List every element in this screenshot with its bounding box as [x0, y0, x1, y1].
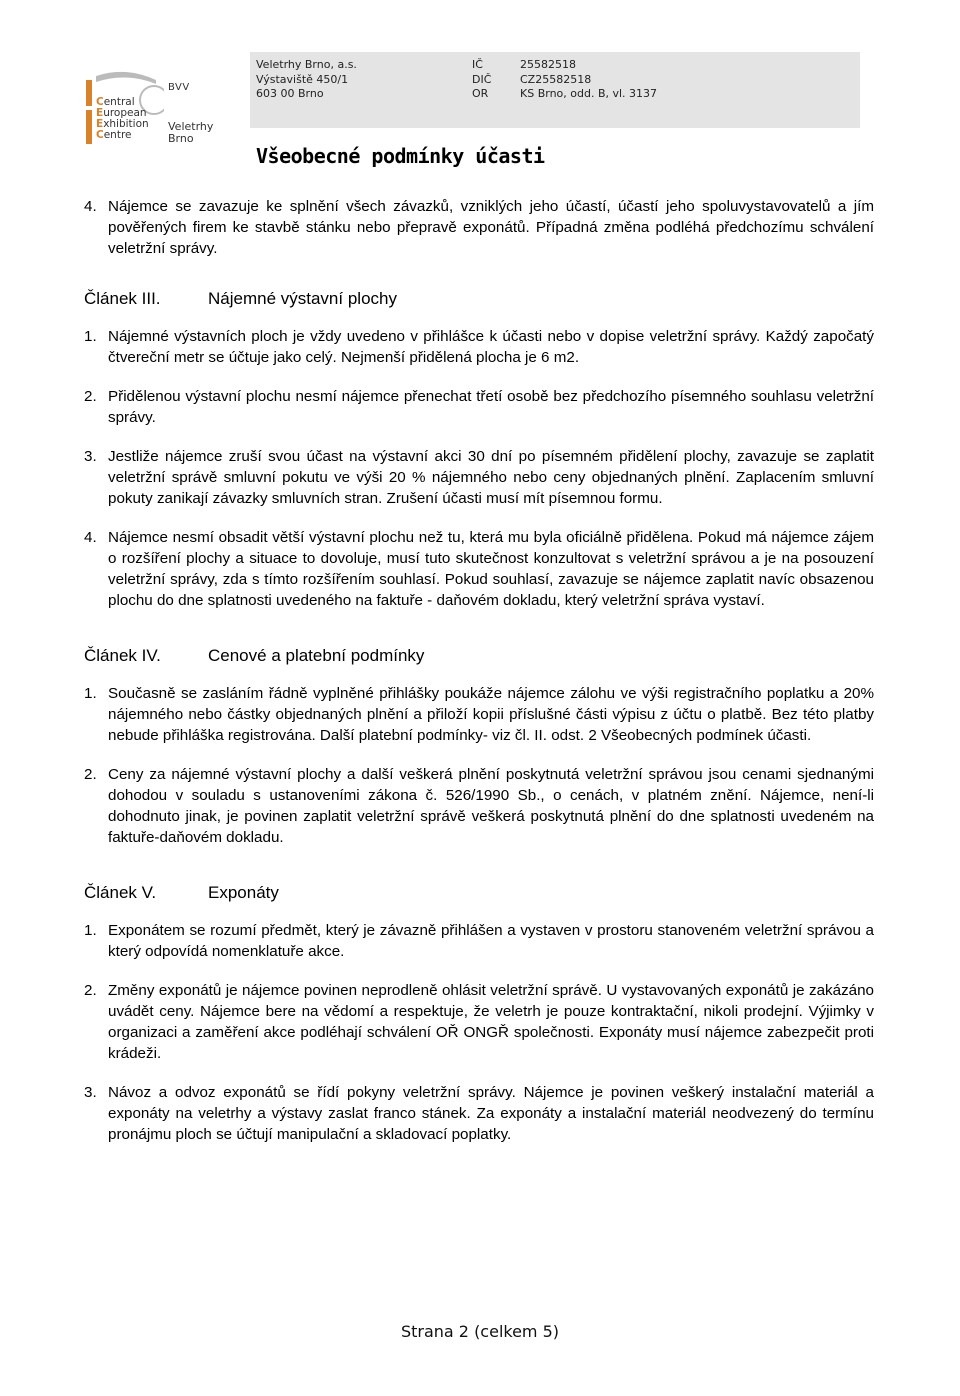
paragraph-number: 3.: [84, 1084, 97, 1101]
list-item: [84, 683, 874, 746]
address-line1: Výstaviště 450/1: [256, 72, 349, 86]
registration-values: [520, 58, 657, 102]
paragraph-number: 1.: [84, 328, 97, 345]
list-item: [84, 1082, 874, 1145]
paragraph-number: 1.: [84, 922, 97, 939]
logo-cee-line: European: [96, 107, 147, 119]
paragraph-text: Exponátem se rozumí předmět, který je závazně přihlášen a vystaven v prostoru stanoveném veletržní správou a který odpovídá nomenklatuře akce.: [108, 922, 874, 960]
paragraph-text: Jestliže nájemce zruší svou účast na výstavní akci 30 dní po písemném přidělení plochy, zavazuje se zaplatit veletržní správě smluvní pokutu ve výši 20 % nájemného nebo ceny objednaných plnění. Zaplacením smluvní pokuty zanikají závazky smluvních stran. Zrušení účasti musí mít písemnou formu.: [108, 448, 874, 507]
intro-paragraph: [84, 196, 874, 259]
or-value: KS Brno, odd. B, vl. 3137: [520, 87, 658, 100]
logo-cee-line: Centre: [96, 129, 132, 141]
page-header: [82, 52, 860, 180]
logo-vb-line2: Brno: [168, 132, 194, 145]
paragraph-number: 2.: [84, 388, 97, 405]
paragraph-number: 4.: [84, 198, 97, 215]
article-heading: [84, 645, 874, 666]
article-label: Článek III.: [84, 289, 161, 308]
dic-label: DIČ: [472, 72, 492, 86]
registration-labels: [472, 58, 491, 102]
logo-cee-line: Central: [96, 96, 135, 108]
list-item: [84, 764, 874, 848]
paragraph-number: 4.: [84, 529, 97, 546]
document-body: [84, 196, 874, 1145]
list-item: [84, 386, 874, 428]
paragraph-number: 2.: [84, 982, 97, 999]
article-heading: [84, 288, 874, 309]
article-label: Článek V.: [84, 883, 157, 902]
paragraph-text: Přidělenou výstavní plochu nesmí nájemce přenechat třetí osobě bez předchozího písemného souhlasu veletržní správy.: [108, 388, 874, 426]
paragraph-number: 2.: [84, 766, 97, 783]
paragraph-number: 3.: [84, 448, 97, 465]
paragraph-number: 1.: [84, 685, 97, 702]
paragraph-text: Nájemce nesmí obsadit větší výstavní plochu než tu, která mu byla oficiálně přidělena. Pokud má nájemce zájem o rozšíření plochy a situace to dovoluje, musí tuto skutečnost konzultovat s veletržní správou a je na posouzení veletržní správy, zda s tímto rozšířením souhlasí. Pokud souhlasí, zavazuje se nájemce zaplatit navíc obsazenou plochu do dne splatnosti uvedeného na faktuře - daňovém dokladu, který veletržní správa vystaví.: [108, 529, 874, 609]
article-title: Exponáty: [208, 883, 279, 902]
list-item: [84, 326, 874, 368]
or-label: OR: [472, 87, 489, 100]
list-item: [84, 980, 874, 1064]
company-name: Veletrhy Brno, a.s.: [256, 58, 357, 71]
paragraph-text: Návoz a odvoz exponátů se řídí pokyny veletržní správy. Nájemce je povinen veškerý instalační materiál a exponáty na veletrhy a výstavy zaslat franco stánek. Za exponáty a instalační materiál neodvezený do termínu pronájmu ploch se účtují manipulační a skladovací poplatky.: [108, 1084, 874, 1143]
paragraph-text: Nájemné výstavních ploch je vždy uvedeno v přihlášce k účasti nebo v dopise veletržní správy. Každý započatý čtvereční metr se účtuje jako celý. Nejmenší přidělená plocha je 6 m2.: [108, 328, 874, 366]
paragraph-text: Nájemce se zavazuje ke splnění všech závazků, vzniklých jeho účastí, účastí jeho spoluvystavovatelů a jím pověřených firem ke stavbě stánku nebo přepravě exponátů. Případná změna podléhá předchozímu schválení veletržní správy.: [108, 198, 874, 257]
list-item: [84, 446, 874, 509]
page-number: Strana 2 (celkem 5): [400, 1322, 560, 1341]
company-address: [256, 58, 357, 102]
logo-bvv-text: BVV: [168, 82, 190, 93]
list-item: [84, 527, 874, 611]
logo-cee-line: Exhibition: [96, 118, 149, 130]
address-line2: 603 00 Brno: [256, 87, 324, 100]
article-label: Článek IV.: [84, 646, 161, 665]
ic-label: IČ: [472, 58, 483, 71]
paragraph-text: Změny exponátů je nájemce povinen neprodleně ohlásit veletržní správě. U vystavovaných exponátů je zakázáno uvádět ceny. Nájemce bere na vědomí a respektuje, že veletrh je pouze kontraktační, nikoli prodejní. Výjimky v organizaci a zaměření akce podléhají schválení OŘ ONGŘ společnosti. Exponáty musí nájemce zabezpečit proti krádeži.: [108, 982, 874, 1062]
paragraph-text: Současně se zasláním řádně vyplněné přihlášky poukáže nájemce zálohu ve výši registračního poplatku a 20% nájemného nebo částky objednaných plnění a přiloží kopii příslušné části výpisu z účtu o platbě. Bez této platby nebude přihláška registrována. Další platební podmínky- viz čl. II. odst. 2 Všeobecných podmínek účasti.: [108, 685, 874, 744]
paragraph-text: Ceny za nájemné výstavní plochy a další veškerá plnění poskytnutá veletržní správou jsou cenami sjednanými dohodou v souladu s ustanoveními zákona č. 526/1990 Sb., o cenách, v platném znění. Nájemce, není-li dohodnuto jinak, je povinen zaplatit veletržní správě veškerá poskytnutá plnění do dne splatnosti uvedeném na faktuře-daňovém dokladu.: [108, 766, 874, 846]
article-title: Nájemné výstavní plochy: [208, 289, 397, 308]
article-heading: [84, 882, 874, 903]
ic-value: 25582518: [520, 58, 576, 71]
list-item: [84, 920, 874, 962]
article-title: Cenové a platební podmínky: [208, 646, 425, 665]
logo-vb-line1: Veletrhy: [168, 120, 214, 133]
dic-value: CZ25582518: [520, 72, 592, 86]
document-title: Všeobecné podmínky účasti: [256, 144, 545, 168]
